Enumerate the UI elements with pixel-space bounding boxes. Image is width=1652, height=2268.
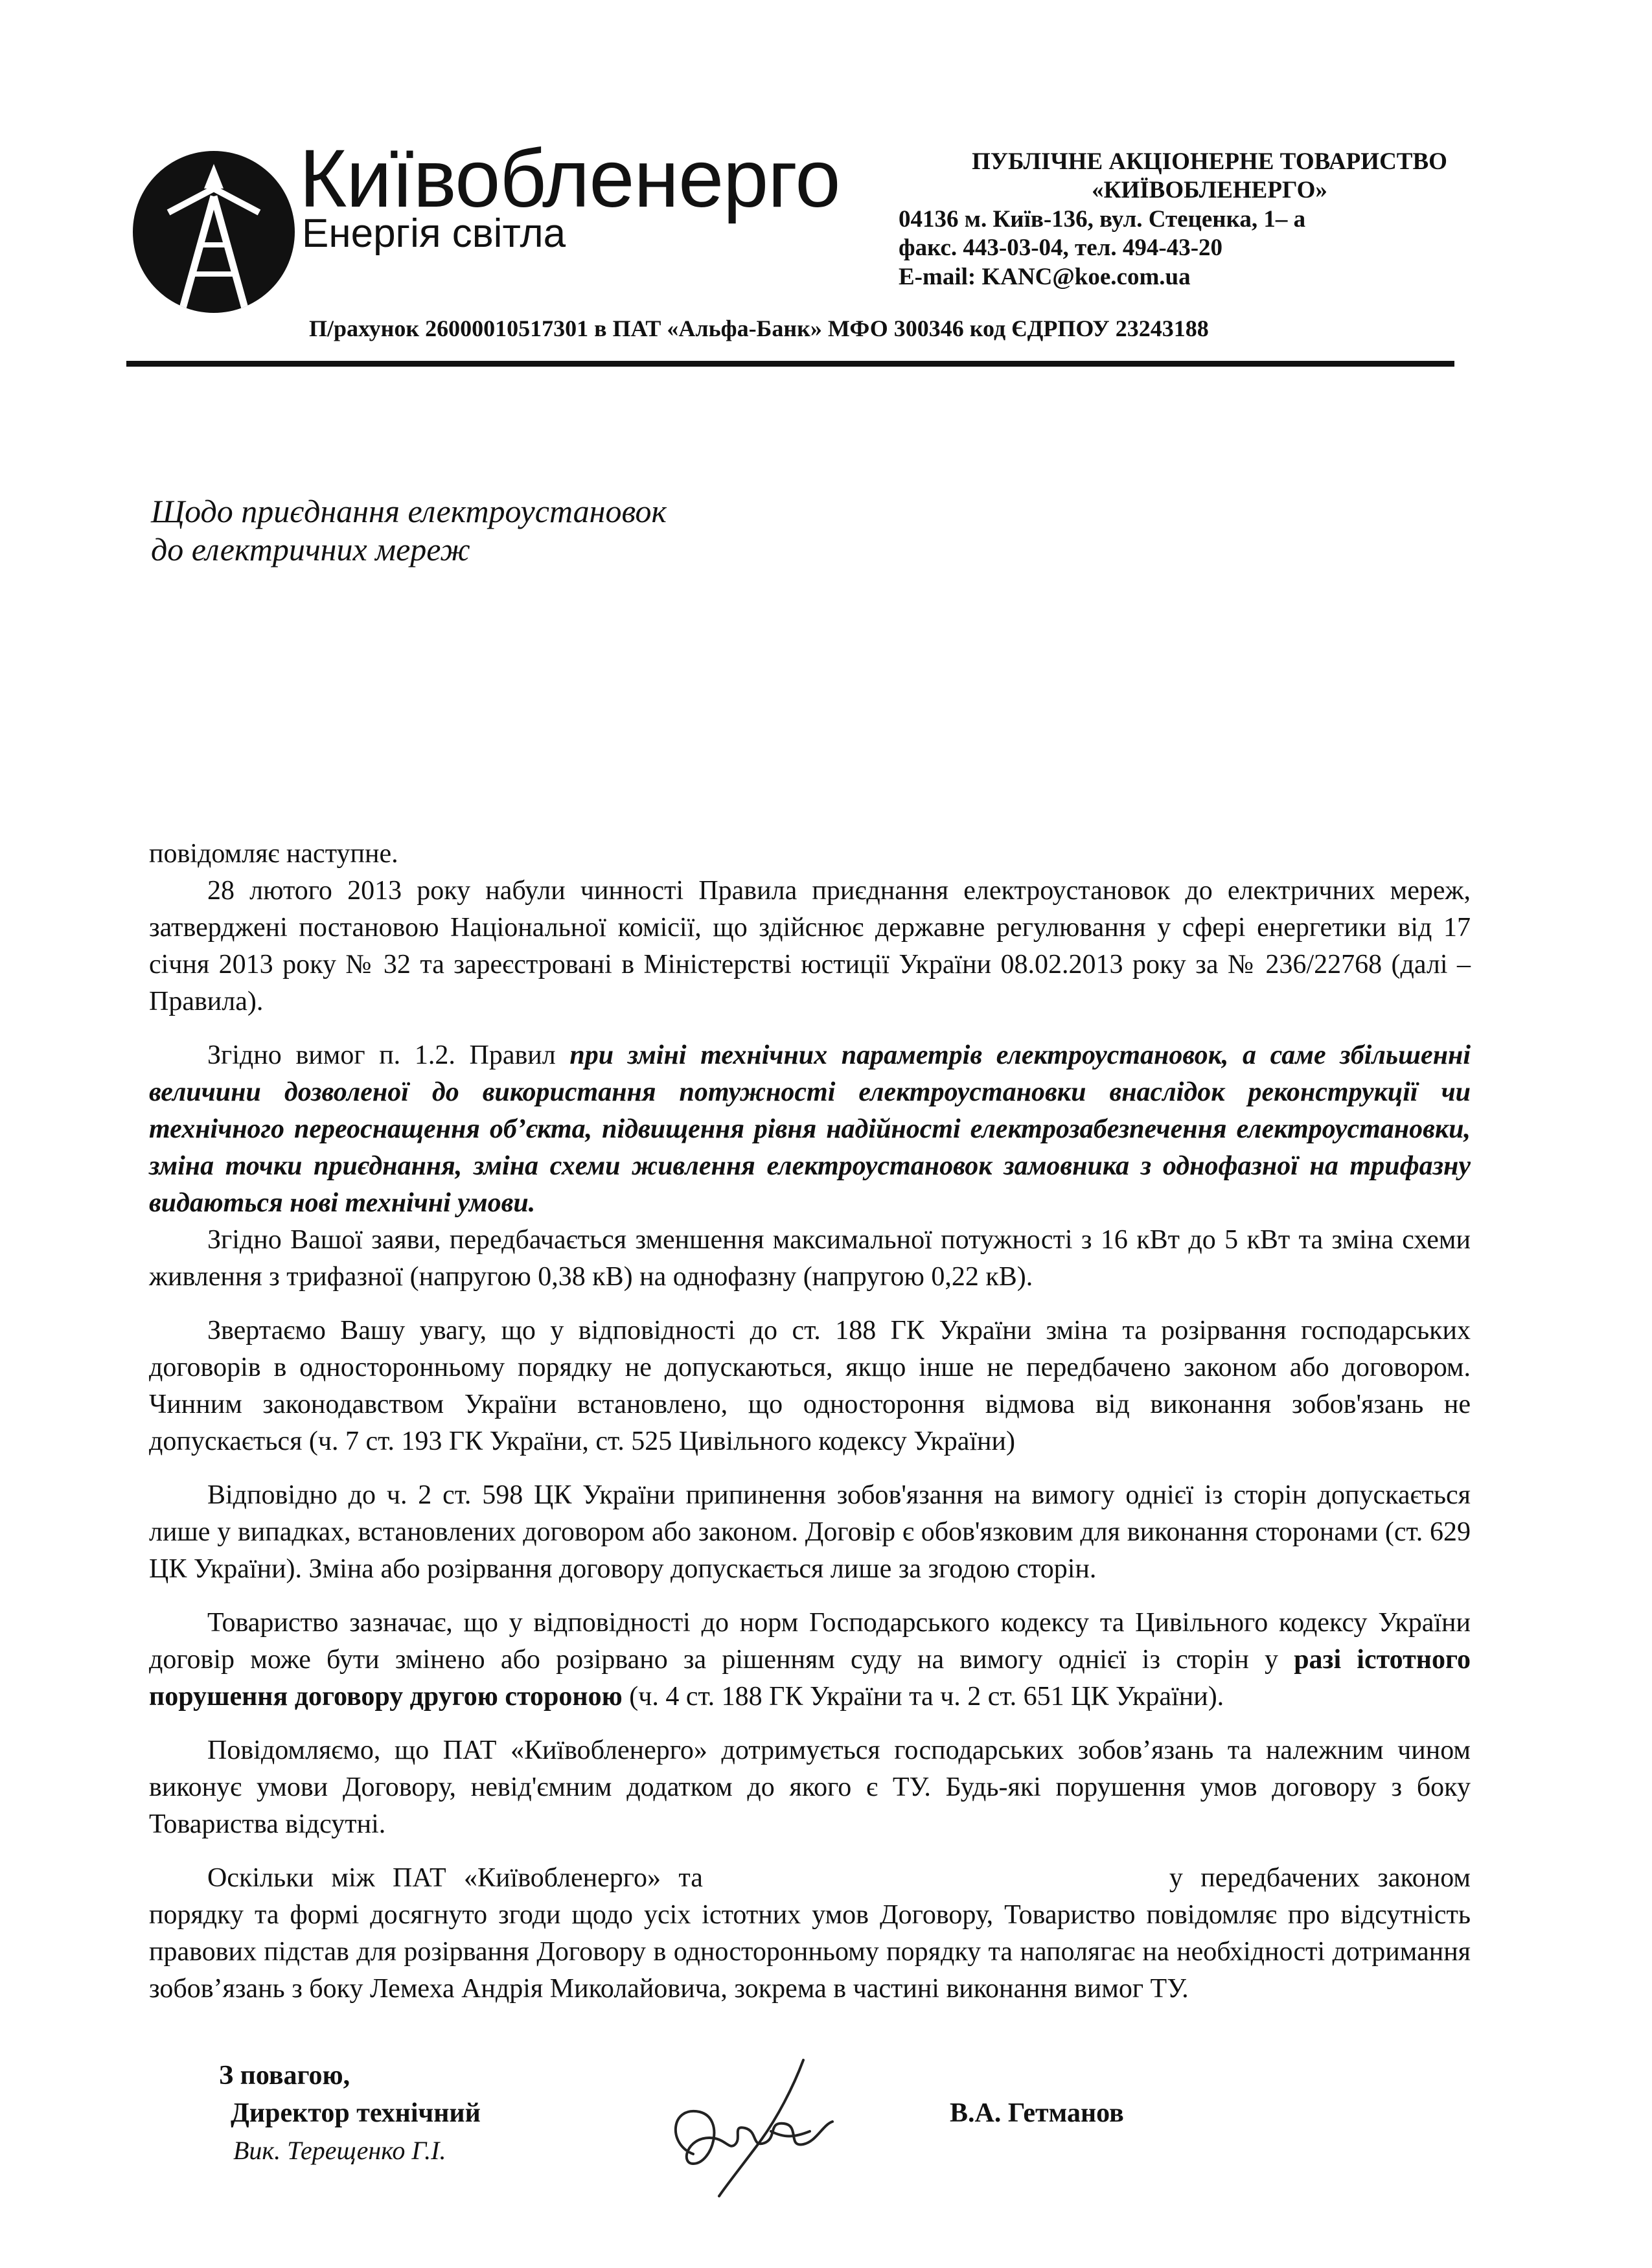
paragraph-requirements-lead: Згідно вимог п. 1.2. Правил	[207, 1040, 556, 1070]
power-tower-icon	[133, 151, 295, 313]
paragraph-court	[149, 1605, 1471, 1715]
paragraph-termination: Відповідно до ч. 2 ст. 598 ЦК України припинення зобов'язання на вимогу однієї із сторін допускається лише у випадках, встановлених договором або законом. Договір є обов'язковим для виконання сторонами (ст. 629 ЦК України). Зміна або розірвання договору допускається лише за згодою сторін.	[149, 1480, 1471, 1584]
closing-phrase: З повагою,	[219, 2061, 350, 2090]
paragraph-compliance: Повідомляємо, що ПАТ «Київобленерго» дотримується господарських зобов’язань та належним чином виконує умови Договору, невід'ємним додатком до якого є ТУ. Будь-які порушення умов договору з боку Товариства відсутні.	[149, 1735, 1471, 1839]
letter-subject	[151, 492, 667, 569]
letter-body	[149, 836, 1471, 2008]
paragraph-court-lead: Товариство зазначає, що у відповідності до норм Господарського кодексу та Цивільного кодексу України договір може бути змінено або розірвано за рішенням суду на вимогу однієї із сторін у	[149, 1608, 1471, 1675]
handwritten-signature	[654, 2041, 849, 2203]
paragraph-application: Згідно Вашої заяви, передбачається зменшення максимальної потужності з 16 кВт до 5 кВт та зміна схеми живлення з трифазної (напругою 0,38 кВ) на однофазну (напругою 0,22 кВ).	[149, 1225, 1471, 1292]
paragraph-agreement-lead: Оскільки між ПАТ «Київобленерго» та	[207, 1863, 703, 1893]
company-details	[899, 148, 1520, 292]
brand-name: Київобленерго	[299, 133, 840, 224]
signer-position: Директор технічний	[231, 2098, 481, 2128]
subject-line2: до електричних мереж	[151, 531, 470, 567]
paragraph-court-tail: (ч. 4 ст. 188 ГК України та ч. 2 ст. 651 ЦК України).	[629, 1682, 1224, 1712]
signer-name: В.А. Гетманов	[950, 2098, 1124, 2128]
company-email: E-mail: KANC@koe.com.ua	[899, 263, 1191, 290]
paragraph-agreement	[149, 1860, 1471, 2008]
paragraph-attention: Звертаємо Вашу увагу, що у відповідності до ст. 188 ГК України зміна та розірвання господарських договорів в односторонньому порядку не допускаються, якщо інше не передбачено законом або договором. Чинним законодавством України встановлено, що одностороння відмова від виконання зобов'язань не допускається (ч. 7 ст. 193 ГК України, ст. 525 Цивільного кодексу України)	[149, 1316, 1471, 1456]
paragraph-requirements-quote: при зміні технічних параметрів електроустановок, а саме збільшенні величини дозволеної до використання потужності електроустановки внаслідок реконструкції чи технічного переоснащення об’єкта, підвищення рівня надійності електрозабезпечення електроустановки, зміна точки приєднання, зміна схеми живлення електроустановок замовника з однофазної на трифазну видаються нові технічні умови.	[149, 1040, 1471, 1218]
header-divider	[126, 361, 1454, 367]
company-name-line1: ПУБЛІЧНЕ АКЦІОНЕРНЕ ТОВАРИСТВО	[972, 148, 1447, 175]
intro-paragraph: повідомляє наступне.	[149, 839, 398, 869]
paragraph-requirements	[149, 1037, 1471, 1222]
company-address: 04136 м. Київ-136, вул. Стеценка, 1– а	[899, 205, 1306, 233]
brand-slogan: Енергія світла	[302, 211, 566, 256]
paragraph-agreement-tail: у передбачених законом порядку та формі досягнуто згоди щодо усіх істотних умов Договору, Товариство повідомляє про відсутність правових підстав для розірвання Договору в односторонньому порядку та наполягає на необхідності дотримання зобов’язань з боку Лемеха Андрія Миколайовича, зокрема в частині виконання вимог ТУ.	[149, 1863, 1471, 2004]
executor-name: Вик. Терещенко Г.І.	[233, 2136, 446, 2165]
company-name-line2: «КИЇВОБЛЕНЕРГО»	[1092, 177, 1327, 204]
company-phones: факс. 443-03-04, тел. 494-43-20	[899, 235, 1223, 262]
company-logo-icon	[133, 151, 295, 313]
paragraph-rules: 28 лютого 2013 року набули чинності Правила приєднання електроустановок до електричних мереж, затверджені постановою Національної комісії, що здійснює державне регулювання у сфері енергетики від 17 січня 2013 року № 32 та зареєстровані в Міністерстві юстиції України 08.02.2013 року за № 236/22768 (далі – Правила).	[149, 876, 1471, 1016]
paragraph-court-bold: разі істотного порушення договору другою стороною	[149, 1645, 1471, 1712]
bank-details: П/рахунок 26000010517301 в ПАТ «Альфа-Банк» МФО 300346 код ЄДРПОУ 23243188	[309, 315, 1209, 341]
subject-line1: Щодо приєднання електроустановок	[151, 493, 667, 529]
